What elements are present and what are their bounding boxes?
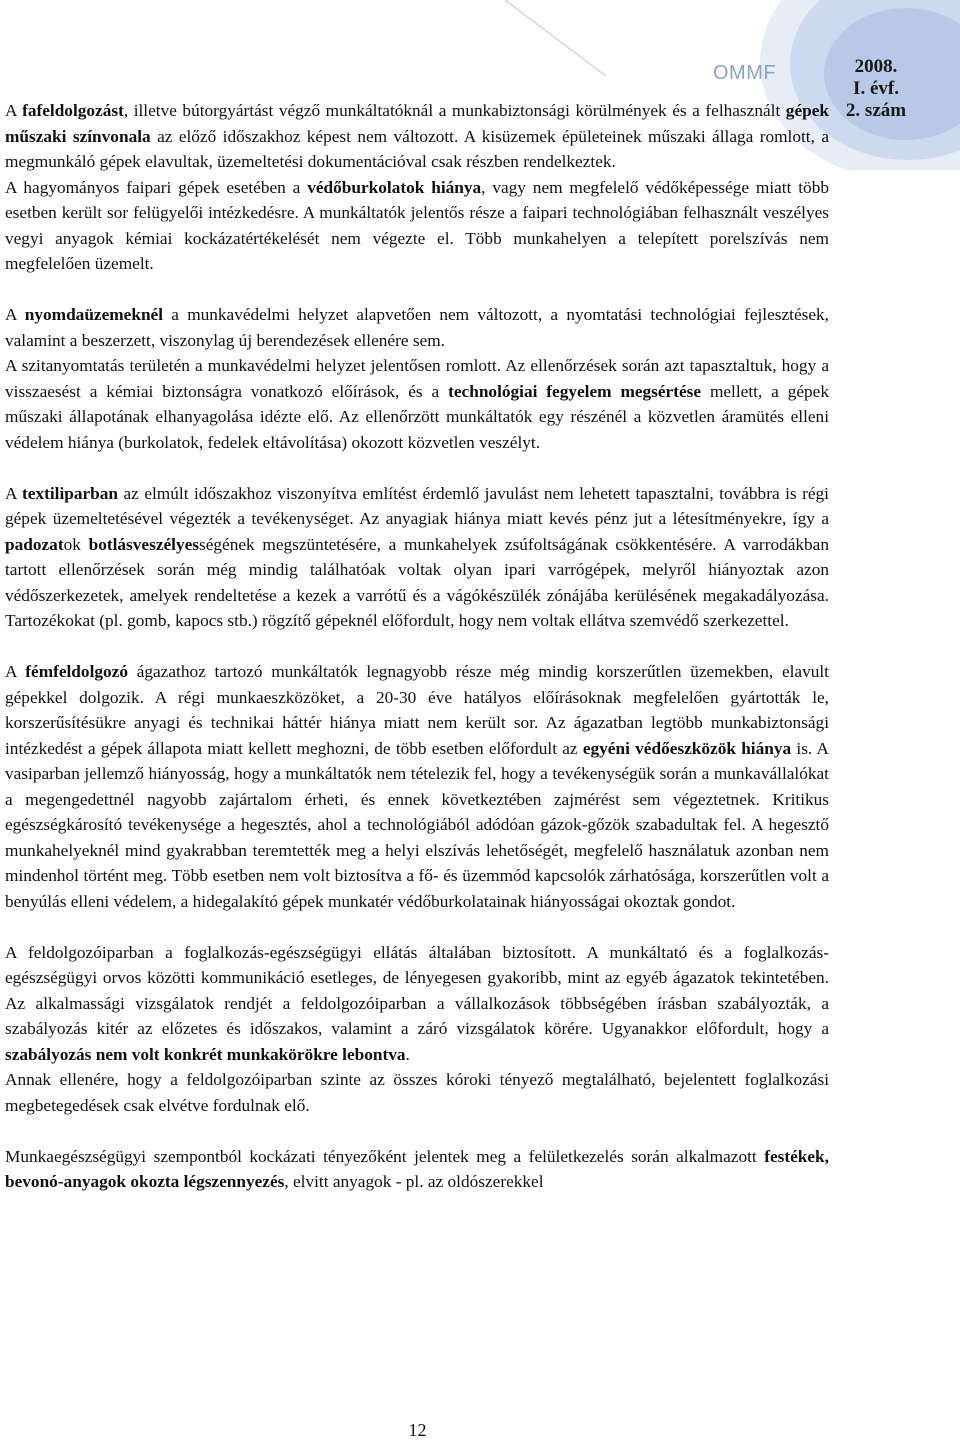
- page-number: 12: [408, 1420, 427, 1440]
- paragraph-text: .: [405, 1044, 410, 1064]
- emphasis-text: textiliparban: [22, 483, 119, 503]
- emphasis-text: gépek műszaki színvonala: [5, 101, 829, 146]
- paragraph-text: A szitanyomtatás területén a munkavédelmi helyzet jelentősen romlott. Az ellenőrzések során azt tapasztaltuk, hogy a visszaesést a kémiai biztonságra vonatkozó előírások, és a: [5, 356, 829, 401]
- paragraph: [5, 302, 829, 353]
- paragraph: [5, 1067, 829, 1118]
- paragraph-text: az előző időszakhoz képest nem változott. A kisüzemek épületeinek műszaki állaga romlott, a megmunkáló gépek elavultak, üzemeltetési dokumentációval csak részben rendelkeztek.: [5, 126, 829, 171]
- paragraph: [5, 175, 829, 277]
- paragraph: [5, 659, 829, 914]
- paragraph-text: ok: [63, 534, 89, 554]
- paragraph-text: , elvitt anyagok - pl. az oldószerekkel: [284, 1172, 544, 1191]
- emphasis-text: technológiai fegyelem megsértése: [448, 381, 702, 401]
- emphasis-text: fafeldolgozást: [22, 101, 124, 120]
- paragraph-text: A feldolgozóiparban a foglalkozás-egészségügyi ellátás általában biztosított. A munkáltató és a foglalkozás-egészségügyi orvos közötti kommunikáció esetleges, de lényegesen gyakoribb, mint az egyéb ágazatok tekintetében. Az alkalmassági vizsgálatok rendjét a feldolgozóiparban a vállalkozások többségében írásban szabályozták, a szabályozás kitér az előzetes és időszakos, valamint a záró vizsgálatok körére. Ugyanakkor előfordult, hogy a: [5, 942, 829, 1038]
- paragraph-text: az elmúlt időszakhoz viszonyítva említést érdemlő javulást nem lehetett tapasztalni, továbbra is régi gépek üzemeltetésével végezték a tevékenységet. Az anyagiak hiánya miatt kevés pénz jut a létesítményekre, így a: [5, 483, 829, 528]
- emphasis-text: fémfeldolgozó: [25, 662, 128, 681]
- paragraph: [5, 940, 829, 1068]
- emphasis-text: padozat: [5, 534, 64, 554]
- paragraph-text: a munkavédelmi helyzet alapvetően nem változott, a nyomtatási technológiai fejlesztések, valamint a beszerzett, viszonylag új berendezések ellenére sem.: [5, 305, 829, 350]
- emphasis-text: védőburkolatok hiánya: [307, 177, 482, 197]
- emphasis-text: nyomdaüzemeknél: [24, 305, 164, 324]
- paragraph-text: , illetve bútorgyártást végző munkáltatóknál a munkabiztonsági körülmények és a felhasznált: [123, 101, 786, 120]
- paragraph-text: A: [5, 483, 23, 503]
- brand-logo-text: OMMF: [713, 62, 777, 84]
- paragraph-text: mellett, a gépek műszaki állapotának elhanyagolása idézte elő. Az ellenőrzött munkáltatók egy részénél a közvetlen áramütés elleni védelem hiánya (burkolatok, fedelek eltávolítása) okozott közvetlen veszélyt.: [5, 381, 829, 452]
- paragraph: [5, 481, 829, 634]
- paragraph-text: is. A vasiparban jellemző hiányosság, hogy a munkáltatók nem tételezik fel, hogy a tevékenységük során a munkavállalókat a megengedettnél nagyobb zajártalom érheti, és ennek következtében zajmérést sem végeztetnek. Kritikus egészségkárosító tevékenysége a hegesztés, ahol a technológiából adódóan gázok-gőzök szabadultak fel. A hegesztő munkahelyeknél mind gyakrabban teremtették meg a helyi elszívás lehetőségét, megfelelő használatuk azonban nem mindenhol történt meg. Több esetben nem volt biztosítva a fő- és üzemmód kapcsolók zárhatósága, korszerűtlen volt a benyúlás elleni védelem, a hidegalakító gépek munkatér védőburkolatainak hiányosságai okoztak gondot.: [5, 738, 830, 911]
- paragraph: [5, 353, 829, 455]
- issue-badge: [836, 56, 916, 122]
- issue-year: 2008.: [854, 56, 898, 77]
- emphasis-text: szabályozás nem volt konkrét munkakörökre lebontva: [5, 1044, 406, 1064]
- paragraph-text: Munkaegészségügyi szempontból kockázati tényezőként jelentek meg a felületkezelés során alkalmazott: [5, 1146, 765, 1166]
- paragraph-text: A: [5, 662, 26, 681]
- issue-number: 2. szám: [845, 100, 907, 121]
- paragraph-text: ágazathoz tartozó munkáltatók legnagyobb része még mindig korszerűtlen üzemekben, elavult gépekkel dolgozik. A régi munkaeszközöket, a 20-30 éve hatályos előírásoknak megfelelően gyártották le, korszerűsítésükre anyagi és technikai háttér hiánya miatt nem került sor. Az ágazatban legtöbb munkabiztonsági intézkedést a gépek állapota miatt kellett meghozni, de több esetben előfordult az: [5, 662, 829, 758]
- paragraph-text: Annak ellenére, hogy a feldolgozóiparban szinte az összes kóroki tényező megtalálható, bejelentett foglalkozási megbetegedések csak elvétve fordulnak elő.: [5, 1070, 829, 1115]
- document-body: [5, 98, 829, 1195]
- paragraph-text: ségének megszüntetésére, a munkahelyek zsúfoltságának csökkentésére. A varrodákban tartott ellenőrzések során még mindig találhatóak voltak olyan ipari varrógépek, melyről hiányoztak azon védőszerkezetek, amelyek rendeltetése a kezek a varrótű és a vágókészülék zónájába kerülésének megakadályozása. Tartozékokat (pl. gomb, kapocs stb.) rögzítő gépeknél előfordult, hogy nem voltak ellátva szemvédő szerkezettel.: [5, 534, 829, 630]
- emphasis-text: festékek, bevonó-anyagok okozta légszennyezés: [5, 1146, 829, 1191]
- emphasis-text: egyéni védőeszközök hiánya: [582, 738, 792, 758]
- paragraph: [5, 98, 829, 175]
- paragraph-text: A hagyományos faipari gépek esetében a: [5, 177, 308, 197]
- decor-line: [505, 0, 606, 76]
- paragraph-text: A: [5, 101, 23, 120]
- paragraph-text: , vagy nem megfelelő védőképessége miatt több esetben került sor felügyelői intézkedésre. A munkáltatók jelentős része a faipari technológiában felhasznált veszélyes vegyi anyagok kémiai kockázatértékelését nem végezte el. Több munkahelyen a telepített porelszívás nem megfelelően üzemelt.: [5, 177, 829, 273]
- paragraph: [5, 1144, 829, 1195]
- issue-volume: I. évf.: [853, 78, 899, 99]
- emphasis-text: botlásveszélyes: [88, 534, 199, 554]
- paragraph-text: A: [5, 305, 25, 324]
